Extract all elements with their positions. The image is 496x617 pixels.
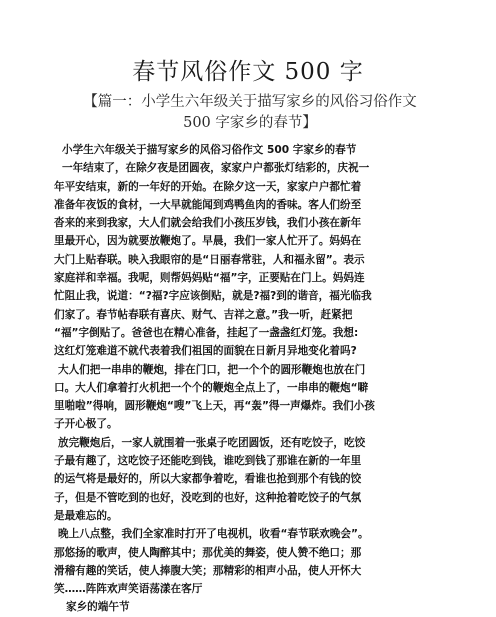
subtitle-line: 【篇一：小学生六年级关于描写家乡的风俗习俗作文 bbox=[83, 94, 417, 110]
body-line: 大门上贴春联。映入我眼帘的是“日丽春常驻，人和福永留”。表示 bbox=[54, 253, 365, 266]
body-line: 年平安结束，新的一年好的开始。在除夕这一天，家家户户都忙着 bbox=[54, 180, 362, 193]
body-line: 是最难忘的。 bbox=[54, 509, 118, 522]
body-line: 一年结束了，在除夕夜是团圆夜，家家户户都张灯结彩的，庆祝一 bbox=[62, 162, 370, 175]
body-line: 那悠扬的歌声，使人陶醉其中；那优美的舞姿，使人赞不绝口；那 bbox=[54, 546, 362, 559]
body-line: 放完鞭炮后，一家人就围着一张桌子吃团圆饭，还有吃饺子，吃饺 bbox=[58, 436, 366, 449]
body-line: “福”字倒贴了。爸爸也在精心准备，挂起了一盏盏红灯笼。我想: bbox=[54, 326, 359, 339]
body-line: 子开心极了。 bbox=[54, 418, 118, 431]
body-line: 滑稽有趣的笑话，使人捧腹大笑；那精彩的相声小品，使人开怀大 bbox=[54, 564, 362, 577]
body-line: 里最开心，因为就要放鞭炮了。早晨，我们一家人忙开了。妈妈在 bbox=[54, 235, 362, 248]
body-section-heading: 家乡的端午节 bbox=[66, 601, 130, 614]
body-line: 笑……阵阵欢声笑语荡漾在客厅 bbox=[54, 583, 203, 596]
body-line: 里啪啦”得响，圆形鞭炮“嗖”飞上天，再“轰”得一声爆炸。我们小孩 bbox=[54, 400, 375, 413]
document-subtitle bbox=[58, 92, 442, 134]
body-line: 们家了。春节帖春联有喜庆、财气、吉祥之意。”我一听，赶紧把 bbox=[54, 308, 353, 321]
body-line: 子，但是不管吃到的也好，没吃到的也好，这种抢着吃饺子的气氛 bbox=[54, 491, 362, 504]
body-line: 口。大人们拿着打火机把一个个的鞭炮全点上了，一串串的鞭炮“噼 bbox=[54, 381, 369, 394]
subtitle-line: 500 字家乡的春节】 bbox=[183, 115, 317, 131]
body-line: 的运气将是最好的，所以大家都争着吃，看谁也抢到那个有钱的饺 bbox=[54, 473, 362, 486]
body-line: 这红灯笼难道不就代表着我们祖国的面貌在日新月异地变化着吗? bbox=[54, 345, 357, 358]
body-line: 准备年夜饭的食材，一大早就能闻到鸡鸭鱼肉的香味。客人们纷至 bbox=[54, 198, 362, 211]
document-body bbox=[54, 141, 449, 617]
body-heading-line: 小学生六年级关于描写家乡的风俗习俗作文 500 字家乡的春节 bbox=[62, 144, 357, 156]
document-title: 春节风俗作文 500 字 bbox=[132, 59, 364, 85]
body-line: 忙阻止我，说道：“?福?字应该倒贴，就是?福?到的谐音，福光临我 bbox=[54, 290, 372, 303]
body-line: 沓来的来到我家，大人们就会给我们小孩压岁钱，我们小孩在新年 bbox=[54, 217, 362, 230]
body-line: 子最有趣了，这吃饺子还能吃到钱，谁吃到钱了那谁在新的一年里 bbox=[54, 455, 362, 468]
body-line: 晚上八点整，我们全家准时打开了电视机，收看“春节联欢晚会”。 bbox=[58, 528, 369, 541]
body-line: 家庭祥和幸福。我呢，则帮妈妈贴“福”字，正要贴在门上。妈妈连 bbox=[54, 272, 365, 285]
body-line: 大人们把一串串的鞭炮，排在门口，把一个个的圆形鞭炮也放在门 bbox=[58, 363, 366, 376]
